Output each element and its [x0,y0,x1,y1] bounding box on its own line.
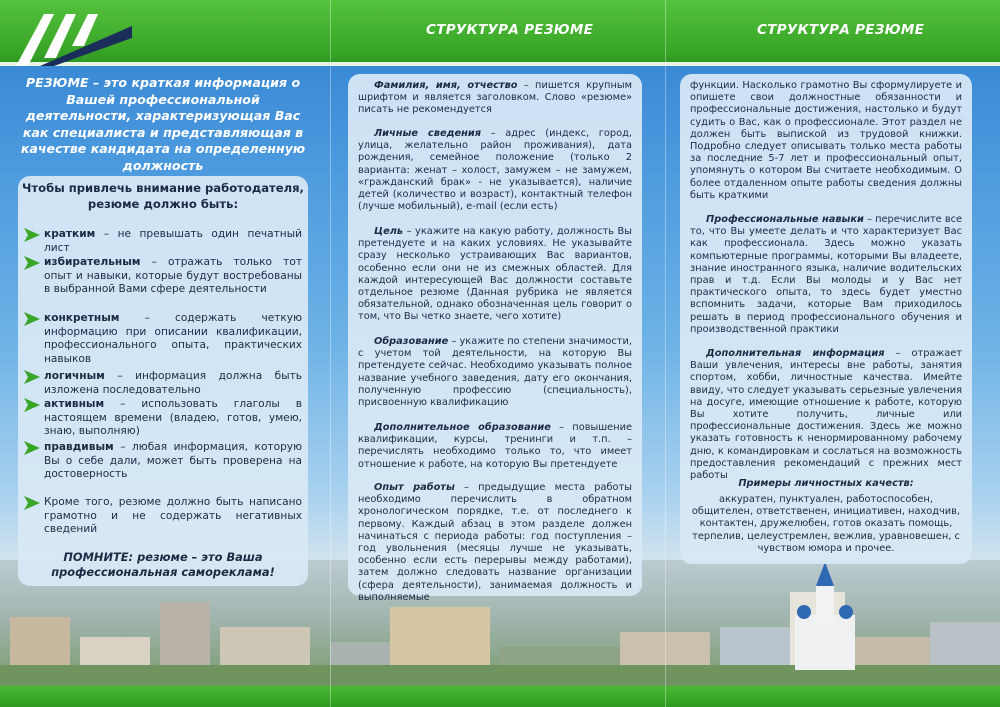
section-personal [358,128,632,213]
structure-card-1 [348,74,642,603]
cathedral-illustration [780,560,870,670]
green-arrow-icon [24,312,40,326]
quality-text: – не превышать один печатный лист [44,228,302,254]
bottom-green-bar [0,686,1000,707]
quality-keyword: кратким [44,228,96,240]
section-heading: Фамилия, имя, отчество [374,80,518,91]
section-body: – пишется крупным шрифтом и является заголовком. Слово «резюме» писать не рекомендуется [358,80,632,116]
quality-text: – информация должна быть изложена последовательно [44,370,302,396]
quality-keyword: конкретным [44,312,120,324]
examples-list: аккуратен, пунктуален, работоспособен, общителен, ответственен, инициативен, находчив, контактен, дружелюбен, готов оказать помощь, терпелив, целеустремлен, вежлив, уравновешен, с чувством юмора и прочее. [691,494,961,554]
section-skills [690,214,962,336]
section-body: – перечислите все то, что Вы умеете делать и что характеризует Вас как профессионала. Здесь можно указать компьютерные программы, которыми Вы владеете, знание иностранного языка, наличие водительских прав и т.д. Если Вы молоды и у Вас нет практического опыта, то здесь будет уместно вспомнить задачи, которые Вам приходилось решать в период профессионального обучения и производственной практики [690,214,963,335]
structure-card-2 [680,74,972,564]
quality-keyword: правдивым [44,441,114,453]
green-arrow-icon [24,228,40,242]
section-goal [358,226,632,324]
quality-text: – содержать четкую информацию при описании квалификации, профессионального опыта, практических навыков [44,312,302,365]
examples-heading: Примеры личностных качеств: [738,478,914,489]
quality-item [26,496,302,537]
section-heading: Профессиональные навыки [706,214,864,225]
section-education [358,336,632,409]
green-arrow-icon [24,256,40,270]
quality-item [26,398,302,439]
section-body: – укажите на какую работу, должность Вы претендуете и на каких условиях. Не указывайте сразу несколько устраивающих Вас вариантов, особенно если они не из смежных областей. Для каждой интересующей Вас должности составьте отдельное резюме (Данная рубрика не является обязательной, однако обозначенная цель говорит о том, что Вы четко знаете, чего хотите) [358,226,632,323]
logo-icon [14,8,132,66]
green-arrow-icon [24,441,40,455]
section-heading: Дополнительная информация [706,348,885,359]
section-body: – повышение квалификации, курсы, тренинги и т.п. – перечислять необходимо только то, что имеет отношение к работе, на которую Вы претендуете [358,422,633,470]
qualities-heading: Чтобы привлечь внимание работодателя, резюме должно быть: [22,181,304,211]
quality-item [26,370,302,397]
quality-keyword: избирательным [44,256,141,268]
quality-item [26,256,302,297]
panel2-title: СТРУКТУРА РЕЗЮМЕ [426,22,594,38]
experience-continuation: функции. Насколько грамотно Вы сформулируете и опишете свои должностные обязанности и профессиональные достижения, настолько и будут судить о Вас, как о профессионале. Этот раздел не должен быть выпиской из трудовой книжки. Подробно следует описывать только места работы за последние 5-7 лет и профессиональный опыт, упомянуть о котором Вы считаете необходимым. О более отдаленном опыте работы сведения должны быть краткими [690,80,962,201]
quality-item [26,441,302,482]
extra-note: Кроме того, резюме должно быть написано грамотно и не содержать негативных сведений [44,496,302,536]
green-arrow-icon [24,496,40,510]
resume-word: РЕЗЮМЕ [25,75,89,90]
section-additional-info [690,348,962,482]
section-name [358,80,632,117]
panel3-title: СТРУКТУРА РЕЗЮМЕ [757,22,925,38]
section-heading: Образование [374,336,449,347]
section-extra-education [358,422,632,471]
quality-keyword: логичным [44,370,105,382]
section-heading: Цель [374,226,404,237]
quality-item [26,228,302,255]
qualities-card [18,176,308,586]
remember-note: ПОМНИТЕ: резюме – это Ваша профессиональная самореклама! [51,550,275,579]
green-arrow-icon [24,398,40,412]
panel-fold [330,0,331,707]
section-body: – укажите по степени значимости, с учетом той деятельности, на которую Вы претендуете сейчас. Необходимо указывать полное название учебного заведения, дату его окончания, полученную профессию (специальность), присвоенную квалификацию [358,336,632,409]
quality-text: – любая информация, которую Вы о себе дали, может быть проверена на достоверность [44,441,302,481]
green-arrow-icon [24,370,40,384]
panel-fold [665,0,666,707]
quality-text: – использовать глаголы в настоящем времени (владею, готов, умею, знаю, выполняю) [44,398,302,438]
section-body: – предыдущие места работы необходимо перечислить в обратном хронологическом порядке, т.е. от последнего к первому. Каждый абзац в этом разделе должен начинаться с периода работы: год поступления – год увольнения (месяцы лучше не указывать, особенно если есть перерывы между работами), затем должно следовать название организации (сфера деятельности), занимаемая должность и выполняемые [358,482,632,603]
section-heading: Дополнительное образование [374,422,551,433]
quality-keyword: активным [44,398,105,410]
resume-definition [18,75,308,175]
section-body: – отражает Ваши увлечения, интересы вне работы, занятия спортом, хобби, личностные качества. Имейте ввиду, что следует указывать серьезные увлечения на досуге, имеющие отношение к работе, которую Вы хотите получить, личные или профессиональные достижения. Здесь же можно указать готовность к ненормированному рабочему дню, к командировкам и сослаться на возможность предоставления рекомендаций с прежних мест работы [690,348,962,482]
section-heading: Личные сведения [374,128,482,139]
quality-text: – отражать только тот опыт и навыки, которые будут востребованы в выбранной Вами сфере деятельности [44,256,302,296]
quality-item [26,312,302,366]
section-experience [358,482,632,604]
resume-definition-text: – это краткая информация о Вашей профессиональной деятельности, характеризующая Вас как специалиста и представляющая в качестве кандидата на определенную должность [20,75,306,173]
section-body: – адрес (индекс, город, улица, желательно район проживания), дата рождения, семейное положение (только 2 варианта: женат – холост, замужем – не замужем, «гражданский брак» - не указывается), наличие детей (количество и возраст), контактный телефон (лучше мобильный), e-mail (если есть) [358,128,632,213]
section-heading: Опыт работы [374,482,455,493]
